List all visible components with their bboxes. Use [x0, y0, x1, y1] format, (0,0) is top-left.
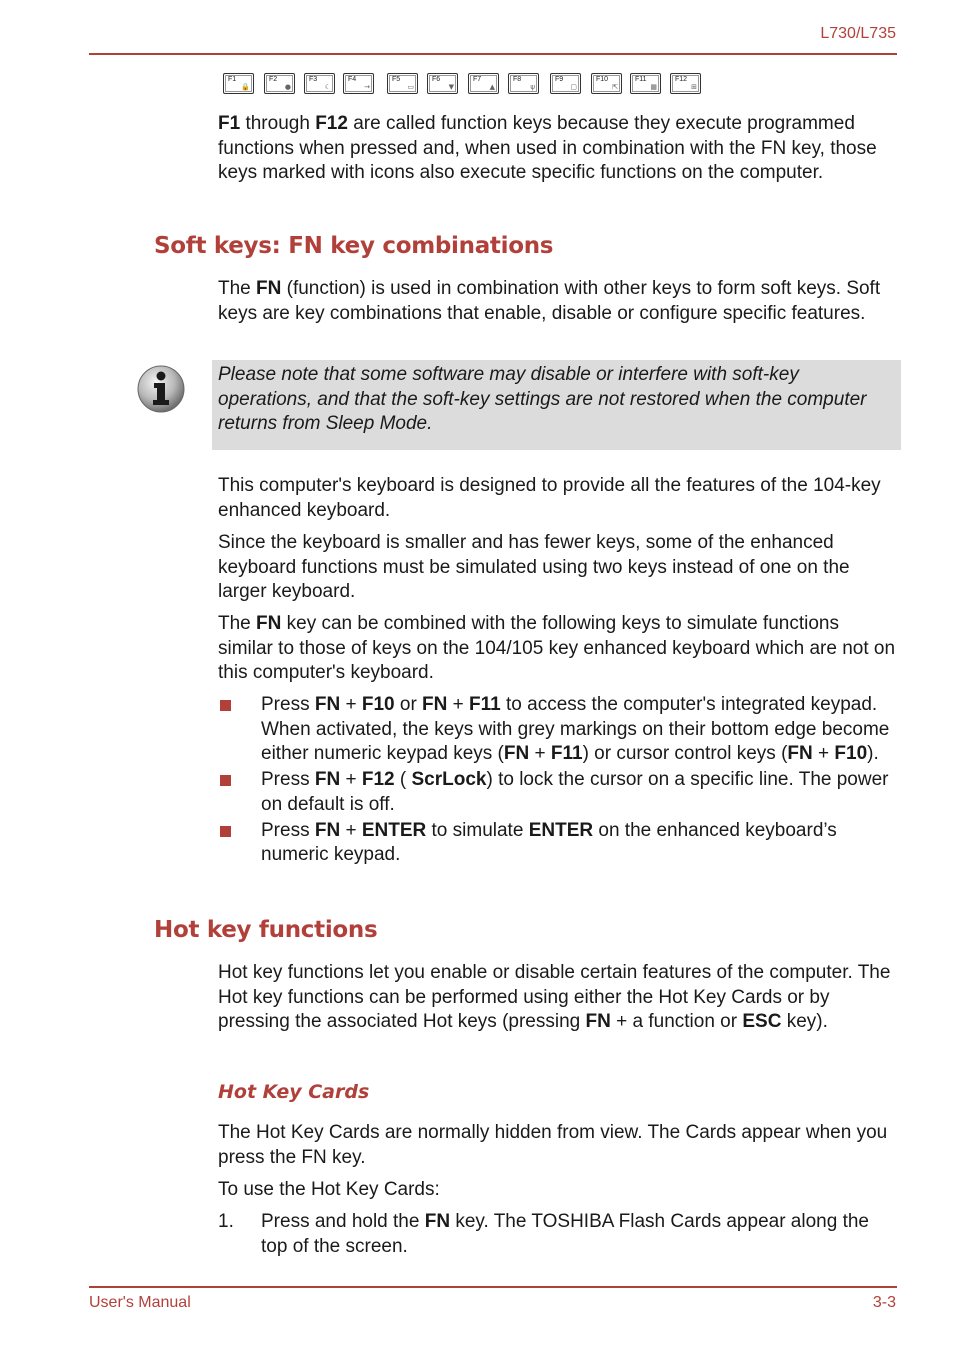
footer-rule	[89, 1286, 897, 1288]
function-key-f4	[343, 73, 374, 94]
text: on the enhanced keyboard’s numeric keypad.	[261, 819, 837, 865]
section-heading-hot-keys: Hot key functions	[154, 917, 378, 943]
key: FN	[314, 769, 341, 790]
text: +	[340, 769, 362, 790]
key: FN	[314, 819, 341, 841]
function-key-f5	[387, 73, 418, 94]
note-text: Please note that some software may disable or interfere with soft-key operations, and that the soft-key settings are not restored when the computer returns from Sleep Mode.	[218, 364, 867, 434]
touchpad-icon: ▢	[570, 83, 577, 91]
hibernate-icon: →	[364, 83, 370, 91]
text: +	[447, 694, 470, 715]
section-heading-soft-keys: Soft keys: FN key combinations	[154, 233, 554, 259]
bullet-square-icon	[220, 826, 231, 837]
key: F11	[469, 694, 501, 715]
footer-page-number: 3-3	[872, 1294, 896, 1311]
text: +	[340, 694, 362, 715]
lock-icon: 🔒	[241, 83, 250, 91]
function-key-f1	[223, 73, 254, 94]
text: (function) is used in combination with other keys to form soft keys. Soft keys are key combinations that enable, disable or configure specific features.	[218, 278, 881, 324]
footer-manual-title: User's Manual	[89, 1294, 191, 1311]
function-key-label: F12	[675, 76, 688, 83]
text: (	[394, 769, 412, 790]
brightness-up-icon: ▲	[489, 83, 495, 91]
list-item	[218, 768, 898, 817]
key: ScrLock	[411, 769, 487, 790]
text: ) to lock the cursor on a specific line. The power on default is off.	[261, 769, 889, 815]
sleep-icon: ☾	[324, 83, 331, 91]
function-key-label: F5	[392, 76, 401, 83]
hot-key-paragraph	[218, 961, 898, 1035]
key: ENTER	[528, 819, 594, 841]
key: F12	[361, 769, 395, 790]
key-f1: F1	[218, 113, 241, 134]
key: F10	[361, 694, 395, 715]
function-key-f12	[670, 73, 701, 94]
key-fn: FN	[585, 1011, 611, 1032]
text: +	[340, 819, 362, 841]
subheading-hot-key-cards: Hot Key Cards	[218, 1081, 370, 1103]
keyboard-paragraph-1: This computer's keyboard is designed to provide all the features of the 104-key enhanced keyboard.	[218, 475, 881, 521]
function-key-f7	[468, 73, 499, 94]
function-key-label: F11	[635, 76, 647, 83]
function-key-label: F2	[269, 76, 278, 83]
bullet-square-icon	[220, 700, 231, 711]
key-f12: F12	[315, 113, 348, 134]
function-key-f10	[591, 73, 622, 94]
function-key-label: F4	[348, 76, 357, 83]
function-key-f3	[304, 73, 335, 94]
note-box	[212, 360, 901, 450]
keyboard-paragraph-3	[218, 612, 898, 686]
text: key. The TOSHIBA Flash Cards appear along the top of the screen.	[261, 1211, 869, 1257]
text: ).	[867, 743, 879, 764]
intro-text-rest: are called function keys because they execute programmed functions when pressed and, when used in combination with the FN key, those keys marked with icons also execute specific functions on the computer.	[218, 113, 877, 183]
key-fn: FN	[256, 278, 282, 299]
text: to access the computer's integrated keypad. When activated, the keys with grey markings on their bottom edge become either numeric keypad keys (	[261, 694, 890, 764]
scroll-lock-icon: ⊞	[691, 83, 697, 91]
text: key can be combined with the following keys to simulate functions similar to those of keys on the 104/105 key enhanced keyboard which are not on this computer's keyboard.	[218, 613, 896, 683]
text: The	[218, 613, 257, 634]
key: FN	[787, 743, 813, 764]
text: Press	[261, 769, 315, 790]
key-fn: FN	[424, 1211, 451, 1232]
function-key-f2	[264, 73, 295, 94]
display-switch-icon: ▭	[407, 83, 414, 91]
function-key-label: F7	[473, 76, 482, 83]
text: +	[812, 743, 835, 764]
text: + a function or	[610, 1011, 743, 1032]
brightness-down-icon: ▼	[448, 83, 454, 91]
list-item	[218, 693, 898, 767]
function-key-label: F3	[309, 76, 318, 83]
function-key-label: F1	[228, 76, 237, 83]
text: Press	[261, 819, 315, 841]
intro-text: through	[240, 113, 316, 134]
list-item	[218, 819, 898, 868]
text: Press	[261, 694, 315, 715]
list-item	[218, 1210, 898, 1259]
wireless-icon: ψ	[530, 83, 535, 91]
key: F11	[550, 743, 583, 764]
key: FN	[314, 694, 341, 715]
text: ) or cursor control keys (	[582, 743, 788, 764]
hot-key-cards-intro: To use the Hot Key Cards:	[218, 1179, 440, 1200]
text: to simulate	[426, 819, 529, 841]
bullet-square-icon	[220, 775, 231, 786]
key: FN	[422, 694, 448, 715]
intro-paragraph	[218, 112, 898, 186]
step-number: 1.	[218, 1211, 234, 1232]
info-icon	[136, 364, 186, 414]
function-key-label: F10	[596, 76, 609, 83]
key-esc: ESC	[742, 1011, 782, 1032]
function-key-label: F8	[513, 76, 522, 83]
function-key-label: F6	[432, 76, 441, 83]
hot-key-cards-paragraph: The Hot Key Cards are normally hidden from view. The Cards appear when you press the FN key.	[218, 1122, 888, 1168]
soft-keys-paragraph	[218, 277, 898, 326]
function-key-f6	[427, 73, 458, 94]
arrow-mode-icon: ⇱	[612, 83, 618, 91]
text: or	[394, 694, 423, 715]
function-key-f8	[508, 73, 539, 94]
steps-list	[218, 1210, 898, 1259]
function-key-f11	[630, 73, 661, 94]
power-plan-icon: ●	[284, 83, 291, 91]
text: Hot key functions let you enable or disable certain features of the computer. The Hot key functions can be performed using either the Hot Key Cards or by pressing the associated Hot keys (pressing	[218, 962, 891, 1032]
function-key-f9	[550, 73, 581, 94]
page-header-model: L730/L735	[820, 25, 896, 42]
fn-combination-list	[218, 693, 898, 869]
key: ENTER	[361, 819, 427, 841]
text: Press and hold the	[261, 1211, 425, 1232]
key-fn: FN	[256, 613, 282, 634]
keyboard-paragraph-2: Since the keyboard is smaller and has fewer keys, some of the enhanced keyboard functions must be simulated using two keys instead of one on the larger keyboard.	[218, 532, 850, 602]
header-rule	[89, 53, 897, 55]
key: F10	[834, 743, 868, 764]
text: key).	[781, 1011, 828, 1032]
numeric-mode-icon: ▦	[650, 83, 657, 91]
text: The	[218, 278, 257, 299]
function-key-label: F9	[555, 76, 564, 83]
key: FN	[503, 743, 530, 764]
text: +	[529, 743, 551, 764]
